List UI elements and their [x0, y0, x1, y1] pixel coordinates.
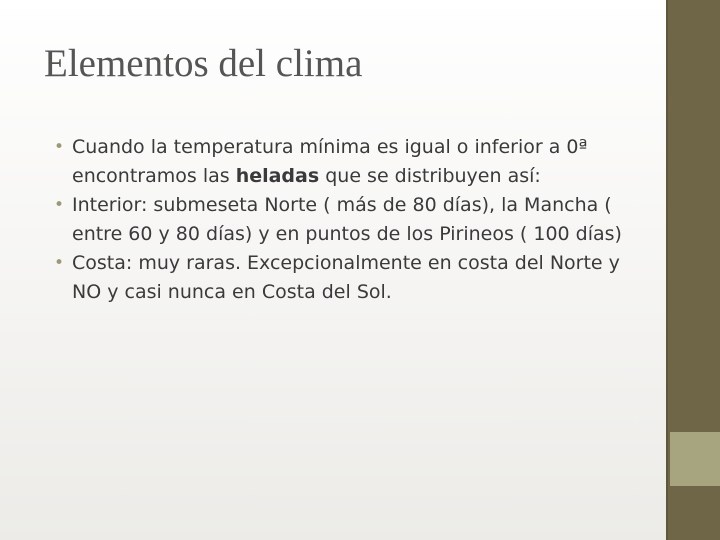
bullet-icon: •	[54, 195, 65, 215]
bullet-item-interior	[52, 191, 652, 249]
bullet-text-end: que se distribuyen así:	[319, 165, 541, 187]
bullet-icon: •	[54, 253, 65, 273]
bullet-text: Costa: muy raras. Excepcionalmente en costa del Norte y NO y casi nunca en Costa del Sol.	[72, 252, 620, 303]
bullet-icon: •	[54, 137, 65, 157]
slide-title: Elementos del clima	[44, 42, 363, 85]
bullet-item-heladas	[52, 133, 652, 191]
bullet-text: Interior: submeseta Norte ( más de 80 días), la Mancha ( entre 60 y 80 días) y en puntos de los Pirineos ( 100 días)	[72, 194, 622, 245]
bullet-list	[52, 133, 652, 307]
bold-term: heladas	[235, 165, 320, 187]
bullet-item-costa	[52, 249, 652, 307]
sidebar-edge	[666, 0, 668, 540]
accent-block	[670, 432, 720, 486]
bullet-text: Cuando la temperatura mínima es igual o inferior a 0ª encontramos las	[72, 136, 588, 187]
